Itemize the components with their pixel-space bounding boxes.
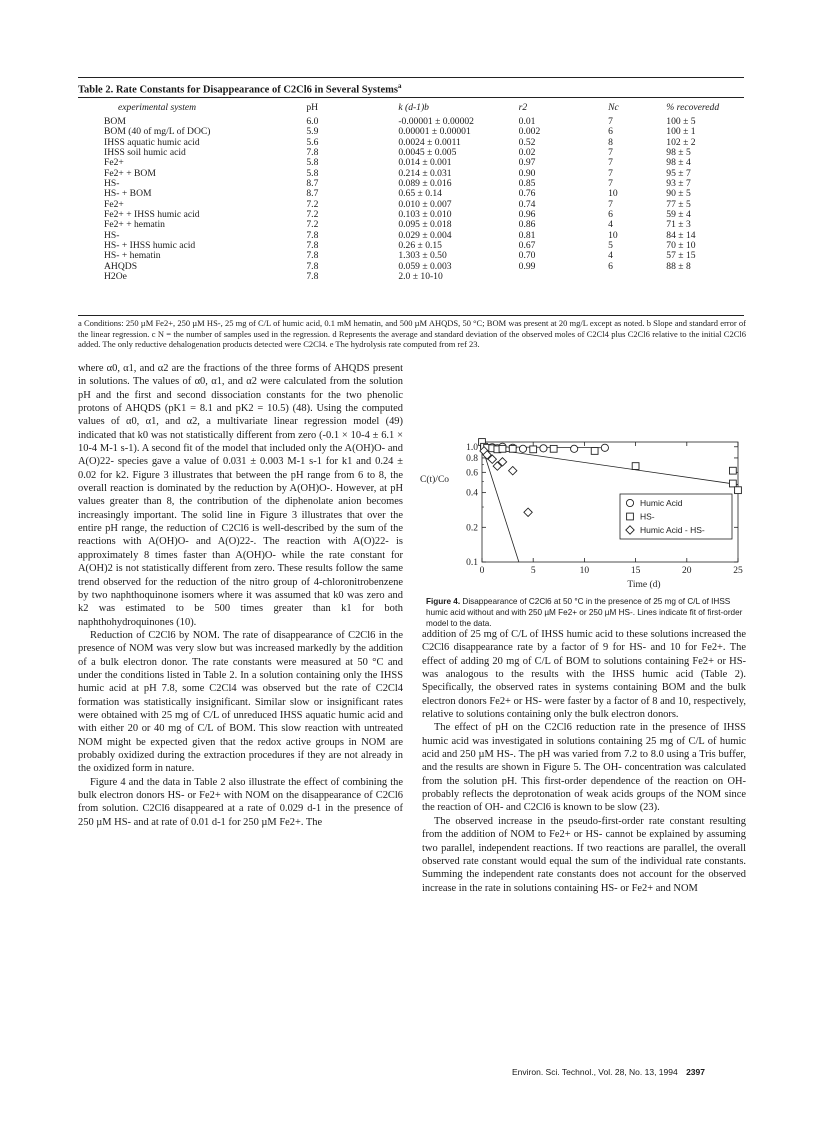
cell-r2: 0.85 xyxy=(518,178,536,190)
cell-n: 7 xyxy=(608,167,613,179)
table-title-footnote-mark: a xyxy=(397,82,402,90)
data-point-square xyxy=(550,445,557,452)
top-rule xyxy=(78,77,744,78)
cell-recovered: 98 ± 5 xyxy=(666,147,691,159)
x-tick-label: 20 xyxy=(682,566,692,576)
cell-system: Fe2+ xyxy=(104,157,124,169)
cell-k: 0.014 ± 0.001 xyxy=(398,157,452,169)
cell-recovered: 77 ± 5 xyxy=(666,198,691,210)
data-point-square xyxy=(591,448,598,455)
cell-system: Fe2+ + IHSS humic acid xyxy=(104,209,200,221)
y-tick-label: 0.6 xyxy=(466,468,478,479)
data-point-square xyxy=(729,480,736,487)
cell-system: BOM xyxy=(104,116,126,127)
col-header-k: k (d-1)b xyxy=(398,101,429,113)
paragraph: The effect of pH on the C2Cl6 reduction rate in the presence of IHSS humic acid was investigated in solutions containing 25 mg of C/L of humic acid and 250 µM HS-. The pH was varied from 7.2 to 8.0 using a Tris buffer, and the results are shown in Figure 5. The OH- concentration was calculated from the solution pH. This first-order dependence of the reaction on OH- probably reflects the deprotonation of weak acids groups of the NOM since the reaction of OH- and C2Cl6 is known to be slow (23). xyxy=(422,722,746,814)
col-header-system: experimental system xyxy=(118,101,197,113)
y-tick-label: 0.1 xyxy=(466,558,478,568)
cell-n: 6 xyxy=(608,126,613,138)
cell-recovered: 57 ± 15 xyxy=(666,250,696,262)
cell-ph: 7.2 xyxy=(306,219,319,231)
journal-citation: Environ. Sci. Technol., Vol. 28, No. 13, 1994 xyxy=(512,1067,678,1077)
cell-n: 5 xyxy=(608,240,613,252)
cell-system: HS- xyxy=(104,178,120,190)
y-tick-label: 1.0 xyxy=(466,442,478,453)
cell-n: 10 xyxy=(608,188,618,200)
legend-entry-label: Humic Acid - HS- xyxy=(640,525,705,535)
cell-k: 2.0 ± 10-10 xyxy=(398,271,443,283)
cell-ph: 7.8 xyxy=(306,147,319,159)
page-number: 2397 xyxy=(686,1067,705,1077)
data-point-square xyxy=(499,445,506,452)
table-title xyxy=(78,82,401,96)
cell-recovered: 102 ± 2 xyxy=(666,136,696,148)
cell-system: AHQDS xyxy=(104,260,138,272)
cell-system: H2Oe xyxy=(104,271,127,283)
table-footnote: a Conditions: 250 µM Fe2+, 250 µM HS-, 25 mg of C/L of humic acid, 0.1 mM hematin, and 500 µM AHQDS, 50 °C; BOM was present at 20 mg/L except as noted. b Slope and standard error of the linear regression. c N = the number of samples used in the regression. d Represents the average and standard deviation of the observed moles of C2Cl4 plus C2Cl6 relative to the initial C2Cl6 added. The only reductive dehalogenation products detected were C2Cl4. e The hydrolysis rate computed from ref 23. xyxy=(78,318,746,349)
table-bottom-rule xyxy=(78,315,744,316)
cell-r2: 0.02 xyxy=(518,147,536,159)
cell-r2: 0.52 xyxy=(518,136,536,148)
cell-k: 0.0024 ± 0.0011 xyxy=(398,136,461,148)
cell-k: 0.010 ± 0.007 xyxy=(398,198,452,210)
cell-ph: 8.7 xyxy=(306,178,319,190)
x-tick-label: 0 xyxy=(479,566,485,576)
cell-n: 7 xyxy=(608,198,613,210)
cell-system: HS- + hematin xyxy=(104,250,161,262)
cell-n: 6 xyxy=(608,260,613,272)
y-axis-label: C(t)/Co xyxy=(420,475,450,485)
cell-system: IHSS soil humic acid xyxy=(104,147,186,159)
data-point-square xyxy=(530,446,537,453)
cell-recovered: 70 ± 10 xyxy=(666,240,696,252)
x-tick-label: 5 xyxy=(530,566,536,576)
cell-r2: 0.81 xyxy=(518,229,536,241)
cell-system: Fe2+ xyxy=(104,198,124,210)
data-point-diamond xyxy=(509,466,517,474)
cell-k: -0.00001 ± 0.00002 xyxy=(398,116,474,127)
y-tick-label: 0.4 xyxy=(466,488,478,499)
cell-r2: 0.99 xyxy=(518,260,536,272)
paragraph: The observed increase in the pseudo-first-order rate constant resulting from the addition of NOM to Fe2+ or HS- cannot be explained by assuming two parallel, independent reactions. If two reactions are parallel, the overall observed rate constant would equal the sum of the individual rate constants. Summing the independent rate constants does not account for the observed increase in the rate in solutions containing HS- or Fe2+ and NOM xyxy=(422,815,746,894)
cell-recovered: 95 ± 7 xyxy=(666,167,691,179)
cell-system: Fe2+ + BOM xyxy=(104,167,156,179)
cell-r2: 0.74 xyxy=(518,198,536,210)
cell-ph: 7.8 xyxy=(306,260,319,272)
paragraph: Figure 4 and the data in Table 2 also illustrate the effect of combining the bulk electron donors HS- or Fe2+ with NOM on the disappearance of C2Cl6 from solution. C2Cl6 disappeared at a rate of 0.029 d-1 in the presence of 250 µM HS- and at rate of 0.01 d-1 for 250 µM Fe2+. The xyxy=(78,776,403,828)
cell-k: 0.095 ± 0.018 xyxy=(398,219,452,231)
data-point-circle xyxy=(601,444,608,451)
cell-system: HS- + BOM xyxy=(104,188,152,200)
legend-entry-label: Humic Acid xyxy=(640,498,683,508)
table-title-text: Table 2. Rate Constants for Disappearance of C2Cl6 in Several Systems xyxy=(78,84,398,96)
cell-ph: 7.8 xyxy=(306,229,319,241)
cell-ph: 7.2 xyxy=(306,209,319,221)
cell-ph: 6.0 xyxy=(306,116,319,127)
y-tick-label: 0.8 xyxy=(466,453,478,464)
x-tick-label: 25 xyxy=(733,566,743,576)
cell-k: 0.0045 ± 0.005 xyxy=(398,147,457,159)
fit-line xyxy=(482,448,738,485)
rate-constants-table xyxy=(78,100,744,283)
col-header-n: Nc xyxy=(608,101,619,113)
cell-system: IHSS aquatic humic acid xyxy=(104,136,200,148)
table-title-rule xyxy=(78,97,744,98)
cell-r2: 0.002 xyxy=(518,126,541,138)
cell-r2: 0.96 xyxy=(518,209,536,221)
paragraph: Reduction of C2Cl6 by NOM. The rate of disappearance of C2Cl6 in the presence of NOM was very slow but was increased markedly by the addition of a bulk electron donor. The rate constants were measured at 50 °C and under the conditions listed in Table 2. In a solution containing only the IHSS humic acid at pH 7.8, some C2Cl4 was observed but the rate of C2Cl4 formation was statistically insignificant. Similar slow or insignificant rates were obtained with 25 mg of C/L of unreduced IHSS aquatic humic acid and with either 20 or 40 mg of C/L of BOM. This slow reaction with untreated NOM might be expected given that the redox active groups in NOM are probably oxidized during the extraction procedures if they are not already in the oxidized form in nature. xyxy=(78,629,403,775)
cell-r2: 0.70 xyxy=(518,250,536,262)
cell-r2: 0.86 xyxy=(518,219,536,231)
figure-caption-label: Figure 4. xyxy=(426,597,461,606)
cell-system: HS- xyxy=(104,229,120,241)
cell-n: 4 xyxy=(608,219,613,231)
cell-k: 0.65 ± 0.14 xyxy=(398,188,442,200)
cell-n: 6 xyxy=(608,209,613,221)
cell-ph: 7.8 xyxy=(306,240,319,252)
cell-recovered xyxy=(666,272,744,282)
cell-k: 1.303 ± 0.50 xyxy=(398,250,447,262)
cell-k: 0.029 ± 0.004 xyxy=(398,229,452,241)
col-header-ph: pH xyxy=(306,101,319,113)
cell-system: Fe2+ + hematin xyxy=(104,219,165,231)
cell-recovered: 93 ± 7 xyxy=(666,178,691,190)
paragraph: where α0, α1, and α2 are the fractions of the three forms of AHQDS present in solutions. The values of α0, α1, and α2 were calculated from the solution pH and the first and second dissociation constants for the two phenolic protons of AHQDS (pK1 = 8.1 and pK2 = 10.5) (48). Using the computed values of α0, α1, and α2, a multivariate linear regression model (49) indicated that k0 was not statistically different from zero (-0.1 × 10-4 ± 6.1 × 10-4 M-1 s-1). A second fit of the model that included only the A(OH)O- and A(O)22- species gave a value of 0.031 ± 0.003 M-1 s-1 for k1 and 0.24 ± 0.02 for k2. Figure 3 illustrates that between the pH range from 6 to 8, the overall reaction is dominated by the reduction by A(OH)O-. However, at pH values greater than 8, the contribution of the diphenolate anion becomes increasingly important. The solid line in Figure 3 illustrates that over the entire pH range, the reduction of C2Cl6 is well-described by the sum of the reactions with A(OH)O- and A(O)22-. The reaction with A(O)22- is approximately 8 times faster than A(OH)O- while the rate constant for A(OH)2 is not statistically different from zero. These results follow the same trend observed for the reduction of the nitro group of 4-chloronitrobenzene by two naphthoquinone isomers where it was assumed that k0 was zero and k2 was estimated to be 500 times greater than k1 for both naphthohydroquinones (10). xyxy=(78,363,403,628)
table-row xyxy=(78,272,744,282)
data-point-square xyxy=(509,445,516,452)
cell-ph: 7.8 xyxy=(306,271,319,283)
cell-k: 0.214 ± 0.031 xyxy=(398,167,452,179)
x-tick-label: 10 xyxy=(579,566,590,576)
cell-n: 7 xyxy=(608,157,613,169)
cell-k: 0.059 ± 0.003 xyxy=(398,260,452,272)
cell-r2: 0.67 xyxy=(518,240,536,252)
cell-r2: 0.76 xyxy=(518,188,536,200)
cell-ph: 7.8 xyxy=(306,250,319,262)
cell-recovered: 84 ± 14 xyxy=(666,229,696,241)
x-axis-label: Time (d) xyxy=(627,580,661,590)
cell-r2 xyxy=(519,272,608,282)
y-tick-label: 0.2 xyxy=(466,523,478,534)
cell-ph: 5.8 xyxy=(306,167,319,179)
cell-recovered: 100 ± 5 xyxy=(666,116,696,127)
cell-r2: 0.01 xyxy=(518,116,536,127)
x-tick-label: 15 xyxy=(630,566,641,576)
cell-ph: 7.2 xyxy=(306,198,319,210)
cell-n: 7 xyxy=(608,147,613,159)
cell-recovered: 59 ± 4 xyxy=(666,209,691,221)
paragraph: addition of 25 mg of C/L of IHSS humic acid to these solutions increased the C2Cl6 disappearance rate by a factor of 9 for HS- and 10 for Fe2+. The effect of adding 20 mg of C/L of BOM to solutions containing Fe2+ or HS- was analogous to the results with the IHSS humic acid (Table 2). Specifically, the observed rates in systems containing BOM and the bulk electron donors Fe2+ or HS- were faster by a factor of 8 and 10, respectively, relative to solutions containing only the bulk electron donors. xyxy=(422,629,746,721)
cell-ph: 5.9 xyxy=(306,126,319,138)
cell-recovered: 98 ± 4 xyxy=(666,157,691,169)
cell-n: 10 xyxy=(608,229,618,241)
cell-system: BOM (40 of mg/L of DOC) xyxy=(104,126,211,138)
cell-r2: 0.90 xyxy=(518,167,536,179)
right-column xyxy=(422,628,746,895)
left-column xyxy=(78,362,403,829)
table-header-row xyxy=(78,100,744,117)
cell-recovered: 71 ± 3 xyxy=(666,219,691,231)
data-point-circle xyxy=(540,445,547,452)
data-point-circle xyxy=(626,499,633,506)
data-point-diamond xyxy=(524,508,532,516)
table-body xyxy=(78,117,744,283)
cell-ph: 8.7 xyxy=(306,188,319,200)
data-point-square xyxy=(735,487,742,494)
figure-caption xyxy=(426,597,746,629)
figure-4-chart xyxy=(420,432,750,590)
cell-k: 0.089 ± 0.016 xyxy=(398,178,452,190)
figure-caption-text: Disappearance of C2Cl6 at 50 °C in the presence of 25 mg of C/L of IHSS humic acid without and with 250 µM Fe2+ or 250 µM HS-. Lines indicate fit of first-order model to the data. xyxy=(426,597,743,628)
cell-k: 0.103 ± 0.010 xyxy=(398,209,452,221)
cell-recovered: 90 ± 5 xyxy=(666,188,691,200)
cell-system: HS- + IHSS humic acid xyxy=(104,240,196,252)
cell-k: 0.26 ± 0.15 xyxy=(398,240,442,252)
cell-ph: 5.8 xyxy=(306,157,319,169)
legend xyxy=(620,494,732,539)
cell-k: 0.00001 ± 0.00001 xyxy=(398,126,471,138)
legend-entry-label: HS- xyxy=(640,511,655,522)
cell-n xyxy=(608,272,666,282)
page-footer xyxy=(512,1067,705,1077)
cell-n: 8 xyxy=(608,136,613,148)
data-point-circle xyxy=(571,445,578,452)
col-header-r2: r2 xyxy=(518,101,528,113)
data-point-square xyxy=(632,463,639,470)
cell-n: 7 xyxy=(608,116,613,127)
cell-n: 7 xyxy=(608,178,613,190)
cell-ph: 5.6 xyxy=(306,136,319,148)
cell-recovered: 100 ± 1 xyxy=(666,126,696,138)
data-point-circle xyxy=(519,445,526,452)
cell-r2: 0.97 xyxy=(518,157,536,169)
data-point-square xyxy=(627,513,634,520)
data-point-square xyxy=(729,467,736,474)
cell-recovered: 88 ± 8 xyxy=(666,260,691,272)
col-header-recovered: % recoveredd xyxy=(666,101,720,113)
cell-n: 4 xyxy=(608,250,613,262)
